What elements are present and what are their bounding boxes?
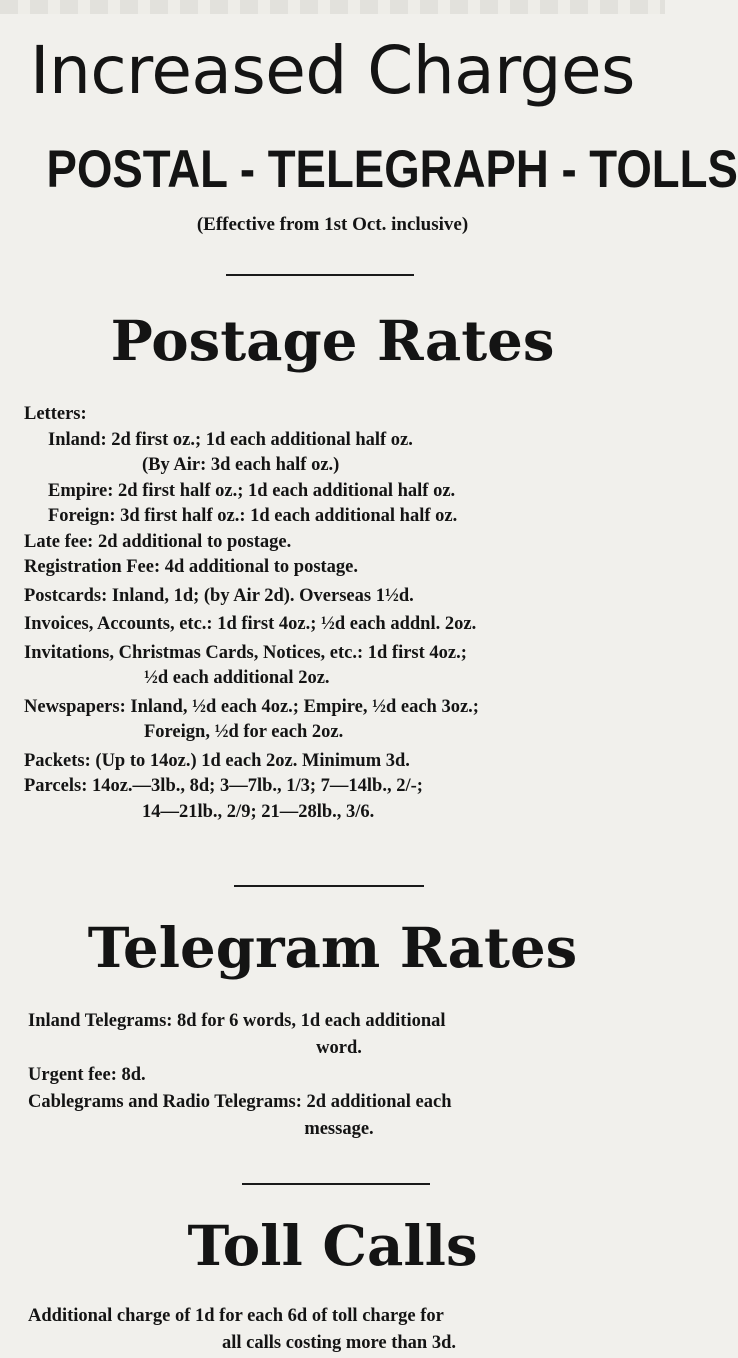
rate-line: Foreign, ½d for each 2oz.	[144, 722, 344, 742]
cablegrams-line: Cablegrams and Radio Telegrams: 2d additional each	[28, 1092, 452, 1112]
rate-line: Newspapers: Inland, ½d each 4oz.; Empire, ½d each 3oz.;	[24, 696, 479, 717]
toll-calls-text	[28, 1303, 650, 1357]
divider-rule	[234, 885, 424, 887]
urgent-fee-line: Urgent fee: 8d.	[28, 1065, 146, 1085]
cablegrams-cont: message.	[304, 1119, 374, 1139]
rate-line: Parcels: 14oz.—3lb., 8d; 3—7lb., 1/3; 7—14lb., 2/-;	[24, 776, 423, 796]
divider-rule	[242, 1183, 430, 1185]
rate-line: Foreign: 3d first half oz.: 1d each additional half oz.	[48, 506, 458, 526]
toll-calls-line: Additional charge of 1d for each 6d of toll charge for	[28, 1306, 444, 1326]
telegram-rates-title: Telegram Rates	[87, 915, 578, 980]
inland-telegrams-line: Inland Telegrams: 8d for 6 words, 1d each additional	[28, 1011, 446, 1031]
rate-line: Late fee: 2d additional to postage.	[24, 531, 292, 552]
rate-line: Invoices, Accounts, etc.: 1d first 4oz.; ½d each addnl. 2oz.	[24, 614, 477, 634]
inland-telegrams-cont: word.	[316, 1038, 362, 1058]
rate-line: Invitations, Christmas Cards, Notices, etc.: 1d first 4oz.;	[24, 642, 467, 663]
rate-line: Inland: 2d first oz.; 1d each additional half oz.	[48, 429, 413, 450]
rate-line: Empire: 2d first half oz.; 1d each additional half oz.	[48, 480, 456, 501]
torn-header-strip	[0, 0, 665, 14]
postage-rates-title: Postage Rates	[110, 308, 555, 373]
toll-calls-title: Toll Calls	[187, 1213, 478, 1278]
effective-date: (Effective from 1st Oct. inclusive)	[196, 214, 469, 235]
postage-rates-list	[24, 402, 654, 825]
rate-line: (By Air: 3d each half oz.)	[142, 455, 340, 475]
subheadline: POSTAL - TELEGRAPH - TOLLS	[46, 140, 738, 199]
rate-line: Postcards: Inland, 1d; (by Air 2d). Overseas 1½d.	[24, 585, 414, 606]
telegram-rates-text	[28, 1008, 650, 1143]
rate-line: 14—21lb., 2/9; 21—28lb., 3/6.	[142, 801, 375, 822]
divider-rule	[226, 274, 414, 276]
rate-line: Registration Fee: 4d additional to postage.	[24, 557, 359, 577]
rate-line: Packets: (Up to 14oz.) 1d each 2oz. Minimum 3d.	[24, 750, 410, 771]
headline: Increased Charges	[30, 32, 635, 109]
toll-calls-cont: all calls costing more than 3d.	[222, 1333, 456, 1353]
rate-line: ½d each additional 2oz.	[144, 668, 330, 688]
rate-line: Letters:	[24, 404, 87, 424]
